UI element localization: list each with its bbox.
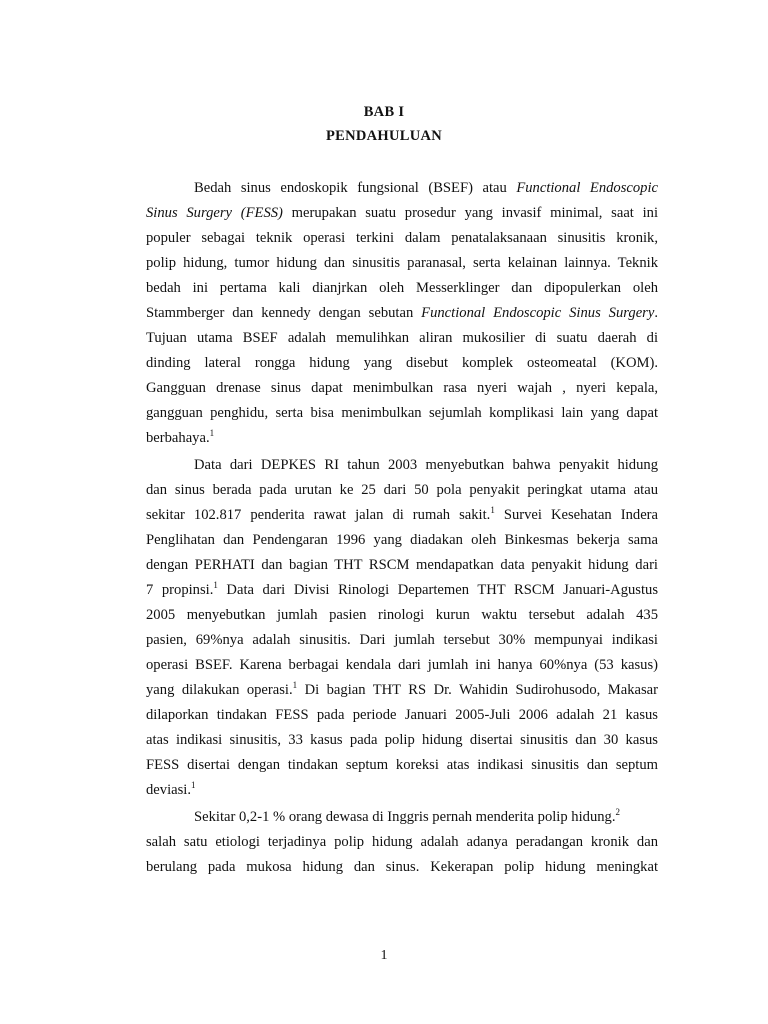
paragraph-line: Sekitar 0,2-1 % orang dewasa di Inggris pernah menderita polip hidung.$^2$ <box>194 807 620 825</box>
paragraph-line: FESS disertai dengan tindakan septum koreksi atas indikasi sinusitis dan septum <box>146 757 658 773</box>
paragraph-line: 7 propinsi.$^1$ Data dari Divisi Rinologi Departemen THT RSCM Januari-Agustus <box>146 580 658 598</box>
citation-superscript: 1 <box>191 780 196 790</box>
paragraph-line: dengan PERHATI dan bagian THT RSCM mendapatkan data penyakit hidung dari <box>146 557 658 573</box>
paragraph-line: sekitar 102.817 penderita rawat jalan di rumah sakit.$^1$ Survei Kesehatan Indera <box>146 505 659 523</box>
paragraph-line: dilaporkan tindakan FESS pada periode Januari 2005-Juli 2006 adalah 21 kasus <box>146 707 658 723</box>
paragraph-line: gangguan penghidu, serta bisa menimbulkan sejumlah komplikasi lain yang dapat <box>146 405 658 421</box>
chapter-title: PENDAHULUAN <box>325 128 443 144</box>
paragraph-line: atas indikasi sinusitis, 33 kasus pada polip hidung disertai sinusitis dan 30 kasus <box>146 732 658 748</box>
citation-superscript: 2 <box>615 807 620 817</box>
citation-superscript: 1 <box>490 505 495 515</box>
paragraph-line: bedah ini pertama kali dianjrkan oleh Messerklinger dan dipopulerkan oleh <box>146 280 658 296</box>
paragraph-line: dan sinus berada pada urutan ke 25 dari 50 pola penyakit peringkat utama atau <box>146 482 658 498</box>
paragraph-line: 2005 menyebutkan jumlah pasien rinologi kurun waktu tersebut adalah 435 <box>146 607 658 623</box>
paragraph-line: Bedah sinus endoskopik fungsional (BSEF) atau Functional Endoscopic <box>194 180 658 196</box>
paragraph-line: Data dari DEPKES RI tahun 2003 menyebutkan bahwa penyakit hidung <box>194 457 658 473</box>
paragraph-line: populer sebagai teknik operasi terkini dalam penatalaksanaan sinusitis kronik, <box>146 230 658 246</box>
chapter-number: BAB I <box>363 104 405 120</box>
paragraph-line: Gangguan drenase sinus dapat menimbulkan rasa nyeri wajah , nyeri kepala, <box>146 380 658 396</box>
paragraph-line: Sinus Surgery (FESS) merupakan suatu prosedur yang invasif minimal, saat ini <box>146 205 659 221</box>
paragraph-line: Stammberger dan kennedy dengan sebutan Functional Endoscopic Sinus Surgery. <box>146 305 658 321</box>
paragraph-line: salah satu etiologi terjadinya polip hidung adalah adanya peradangan kronik dan <box>146 834 658 850</box>
citation-superscript: 1 <box>292 680 298 690</box>
citation-superscript: 1 <box>213 580 218 590</box>
paragraph-line: deviasi.$^1$ <box>146 780 196 798</box>
citation-superscript: 1 <box>209 428 215 438</box>
paragraph-line: yang dilakukan operasi.$^1$ Di bagian THT RS Dr. Wahidin Sudirohusodo, Makasar <box>146 680 658 698</box>
paragraph-line: berbahaya.$^1$ <box>146 428 215 446</box>
paragraph-line: operasi BSEF. Karena berbagai kendala dari jumlah ini hanya 60%nya (53 kasus) <box>146 657 658 673</box>
paragraph-line: Tujuan utama BSEF adalah memulihkan aliran mukosilier di suatu daerah di <box>146 330 658 346</box>
page-number: 1 <box>380 948 388 963</box>
paragraph-line: berulang pada mukosa hidung dan sinus. Kekerapan polip hidung meningkat <box>146 859 658 875</box>
paragraph-line: polip hidung, tumor hidung dan sinusitis paranasal, serta kelainan lainnya. Teknik <box>146 255 658 271</box>
paragraph-line: Penglihatan dan Pendengaran 1996 yang diadakan oleh Binkesmas bekerja sama <box>146 532 658 548</box>
paragraph-line: dinding lateral rongga hidung yang disebut komplek osteomeatal (KOM). <box>146 355 658 371</box>
paragraph-line: pasien, 69%nya adalah sinusitis. Dari jumlah tersebut 30% mempunyai indikasi <box>146 632 658 648</box>
